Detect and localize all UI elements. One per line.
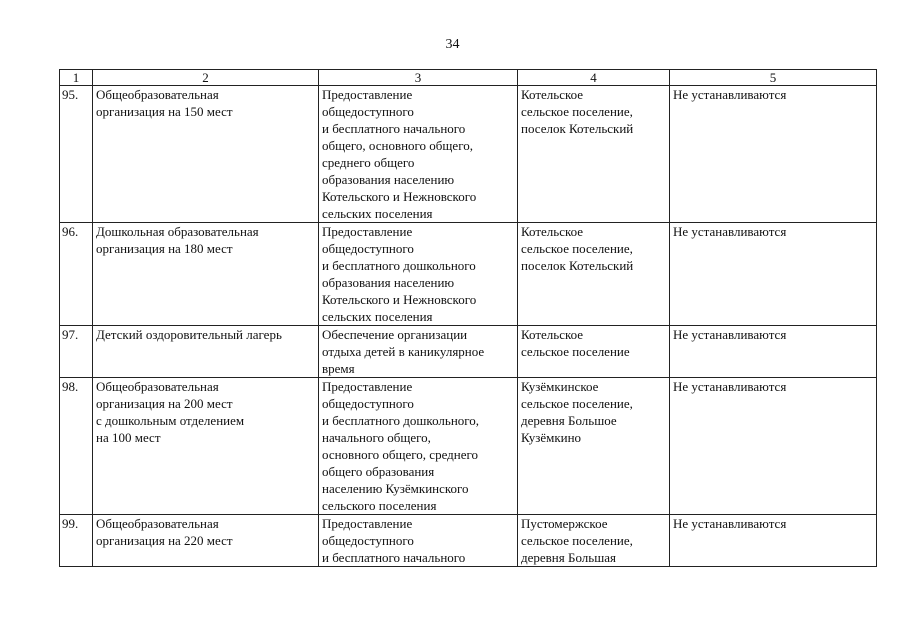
row-number: 97. xyxy=(60,326,93,378)
purpose-line: сельского поселения xyxy=(322,498,437,513)
location-line: Котельское xyxy=(521,87,584,102)
object-name-cell xyxy=(93,86,319,223)
object-name-cell xyxy=(93,223,319,326)
table-row xyxy=(60,515,877,567)
object-name-line: организация на 150 мест xyxy=(96,104,233,119)
location-line: Пустомержское xyxy=(521,516,608,531)
location-line: поселок Котельский xyxy=(521,258,634,273)
object-name-line: Дошкольная образовательная xyxy=(96,224,259,239)
location-line: Котельское xyxy=(521,327,584,342)
object-name-line: Детский оздоровительный лагерь xyxy=(96,327,282,342)
purpose-line: сельских поселения xyxy=(322,206,433,221)
row-number: 96. xyxy=(60,223,93,326)
purpose-line: и бесплатного начального xyxy=(322,550,466,565)
object-name-line: Общеобразовательная xyxy=(96,87,219,102)
object-name-cell xyxy=(93,378,319,515)
purpose-line: Предоставление xyxy=(322,516,413,531)
location-cell xyxy=(518,378,670,515)
row-number: 99. xyxy=(60,515,93,567)
row-number: 95. xyxy=(60,86,93,223)
purpose-line: начального общего, xyxy=(322,430,431,445)
location-line: сельское поселение xyxy=(521,344,630,359)
location-line: сельское поселение, xyxy=(521,104,633,119)
purpose-line: Котельского и Нежновского xyxy=(322,189,477,204)
purpose-line: общедоступного xyxy=(322,104,414,119)
table-row xyxy=(60,86,877,223)
row-number: 98. xyxy=(60,378,93,515)
location-line: поселок Котельский xyxy=(521,121,634,136)
purpose-line: время xyxy=(322,361,355,376)
document-table xyxy=(59,69,877,567)
header-cell-5: 5 xyxy=(670,70,877,86)
header-cell-4: 4 xyxy=(518,70,670,86)
object-name-line: с дошкольным отделением xyxy=(96,413,245,428)
zone-line: Не устанавливаются xyxy=(673,379,787,394)
purpose-line: общего образования xyxy=(322,464,435,479)
object-name-line: организация на 200 мест xyxy=(96,396,233,411)
purpose-line: Обеспечение организации xyxy=(322,327,468,342)
header-cell-1: 1 xyxy=(60,70,93,86)
purpose-line: общего, основного общего, xyxy=(322,138,473,153)
zone-line: Не устанавливаются xyxy=(673,327,787,342)
zone-line: Не устанавливаются xyxy=(673,224,787,239)
location-line: Котельское xyxy=(521,224,584,239)
purpose-line: образования населению xyxy=(322,172,455,187)
location-line: деревня Большая xyxy=(521,550,616,565)
zone-cell xyxy=(670,223,877,326)
object-name-line: Общеобразовательная xyxy=(96,516,219,531)
purpose-line: и бесплатного начального xyxy=(322,121,466,136)
purpose-cell xyxy=(319,378,518,515)
zone-cell xyxy=(670,515,877,567)
object-name-line: Общеобразовательная xyxy=(96,379,219,394)
table-row xyxy=(60,378,877,515)
purpose-line: общедоступного xyxy=(322,396,414,411)
object-name-line: организация на 180 мест xyxy=(96,241,233,256)
purpose-line: образования населению xyxy=(322,275,455,290)
location-line: сельское поселение, xyxy=(521,241,633,256)
table-row xyxy=(60,326,877,378)
location-line: деревня Большое xyxy=(521,413,617,428)
purpose-line: среднего общего xyxy=(322,155,415,170)
zone-cell xyxy=(670,86,877,223)
location-line: сельское поселение, xyxy=(521,396,633,411)
table-row xyxy=(60,223,877,326)
purpose-line: общедоступного xyxy=(322,241,414,256)
page-number: 34 xyxy=(445,37,460,52)
location-cell xyxy=(518,86,670,223)
purpose-line: сельских поселения xyxy=(322,309,433,324)
object-name-line: на 100 мест xyxy=(96,430,161,445)
location-cell xyxy=(518,326,670,378)
header-cell-2: 2 xyxy=(93,70,319,86)
location-cell xyxy=(518,515,670,567)
purpose-line: Предоставление xyxy=(322,224,413,239)
header-cell-3: 3 xyxy=(319,70,518,86)
object-name-line: организация на 220 мест xyxy=(96,533,233,548)
object-name-cell xyxy=(93,326,319,378)
zone-cell xyxy=(670,326,877,378)
purpose-cell xyxy=(319,223,518,326)
location-line: Кузёмкинское xyxy=(521,379,599,394)
location-line: сельское поселение, xyxy=(521,533,633,548)
location-line: Кузёмкино xyxy=(521,430,582,445)
purpose-line: общедоступного xyxy=(322,533,414,548)
purpose-cell xyxy=(319,326,518,378)
purpose-line: населению Кузёмкинского xyxy=(322,481,469,496)
location-cell xyxy=(518,223,670,326)
zone-line: Не устанавливаются xyxy=(673,516,787,531)
purpose-line: основного общего, среднего xyxy=(322,447,479,462)
purpose-cell xyxy=(319,515,518,567)
purpose-line: и бесплатного дошкольного, xyxy=(322,413,480,428)
purpose-line: Предоставление xyxy=(322,379,413,394)
purpose-cell xyxy=(319,86,518,223)
purpose-line: отдыха детей в каникулярное xyxy=(322,344,485,359)
object-name-cell xyxy=(93,515,319,567)
purpose-line: и бесплатного дошкольного xyxy=(322,258,476,273)
zone-line: Не устанавливаются xyxy=(673,87,787,102)
purpose-line: Предоставление xyxy=(322,87,413,102)
purpose-line: Котельского и Нежновского xyxy=(322,292,477,307)
zone-cell xyxy=(670,378,877,515)
table-header-row xyxy=(60,70,877,86)
